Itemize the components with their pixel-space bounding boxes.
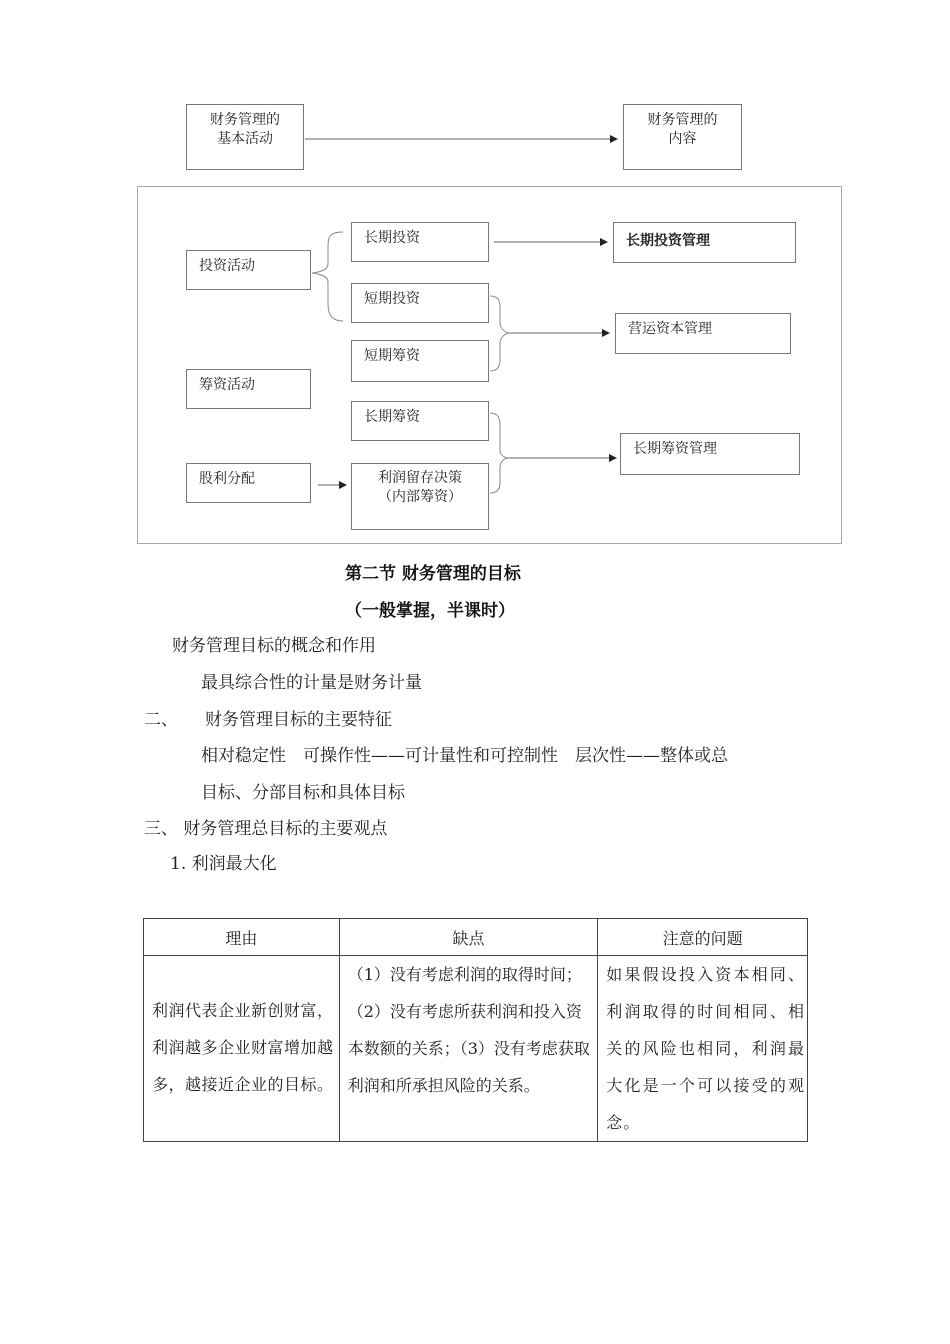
table-header-row — [144, 919, 808, 956]
box-working-capital-mgmt: 营运资本管理 — [615, 313, 791, 354]
box-long-term-investment: 长期投资 — [351, 222, 489, 262]
paragraph-number-2: 二、 — [144, 710, 178, 730]
table-cell-drawbacks: （1）没有考虑利润的取得时间；（2）没有考虑所获利润和投入资本数额的关系；（3）没有考虑获取利润和所承担风险的关系。 — [339, 956, 598, 1142]
paragraph-features-heading: 财务管理目标的主要特征 — [205, 710, 392, 730]
box-long-term-financing: 长期筹资 — [351, 401, 489, 441]
paragraph-measure: 最具综合性的计量是财务计量 — [201, 673, 422, 693]
paragraph-features-2: 目标、分部目标和具体目标 — [201, 783, 405, 803]
table-cell-reason: 利润代表企业新创财富，利润越多企业财富增加越多，越接近企业的目标。 — [144, 956, 340, 1142]
table-header-drawbacks: 缺点 — [339, 919, 598, 956]
table-row — [144, 956, 808, 1142]
paragraph-profit-max: 1. 利润最大化 — [170, 854, 277, 874]
box-long-term-financing-mgmt: 长期筹资管理 — [620, 433, 800, 475]
paragraph-views-heading: 三、 财务管理总目标的主要观点 — [144, 819, 388, 839]
box-short-term-financing: 短期筹资 — [351, 340, 489, 382]
box-management-content: 财务管理的 内容 — [623, 104, 742, 170]
section-title: 第二节 财务管理的目标 — [345, 564, 521, 584]
box-short-term-investment: 短期投资 — [351, 283, 489, 323]
box-long-term-investment-mgmt: 长期投资管理 — [613, 222, 796, 263]
section-subtitle: （一般掌握，半课时） — [345, 601, 515, 621]
table-header-notes: 注意的问题 — [598, 919, 808, 956]
box-retained-earnings: 利润留存决策 （内部筹资） — [351, 463, 489, 530]
box-dividend-distribution: 股利分配 — [186, 463, 311, 503]
box-investment-activity: 投资活动 — [186, 250, 311, 290]
paragraph-concept: 财务管理目标的概念和作用 — [172, 636, 376, 656]
box-basic-activities: 财务管理的 基本活动 — [186, 104, 304, 170]
paragraph-features-1: 相对稳定性 可操作性——可计量性和可控制性 层次性——整体或总 — [201, 746, 728, 766]
profit-max-table — [143, 918, 808, 1142]
table-cell-notes: 如果假设投入资本相同、利润取得的时间相同、相关的风险也相同，利润最大化是一个可以接受的观念。 — [598, 956, 808, 1142]
table-header-reason: 理由 — [144, 919, 340, 956]
box-financing-activity: 筹资活动 — [186, 369, 311, 409]
